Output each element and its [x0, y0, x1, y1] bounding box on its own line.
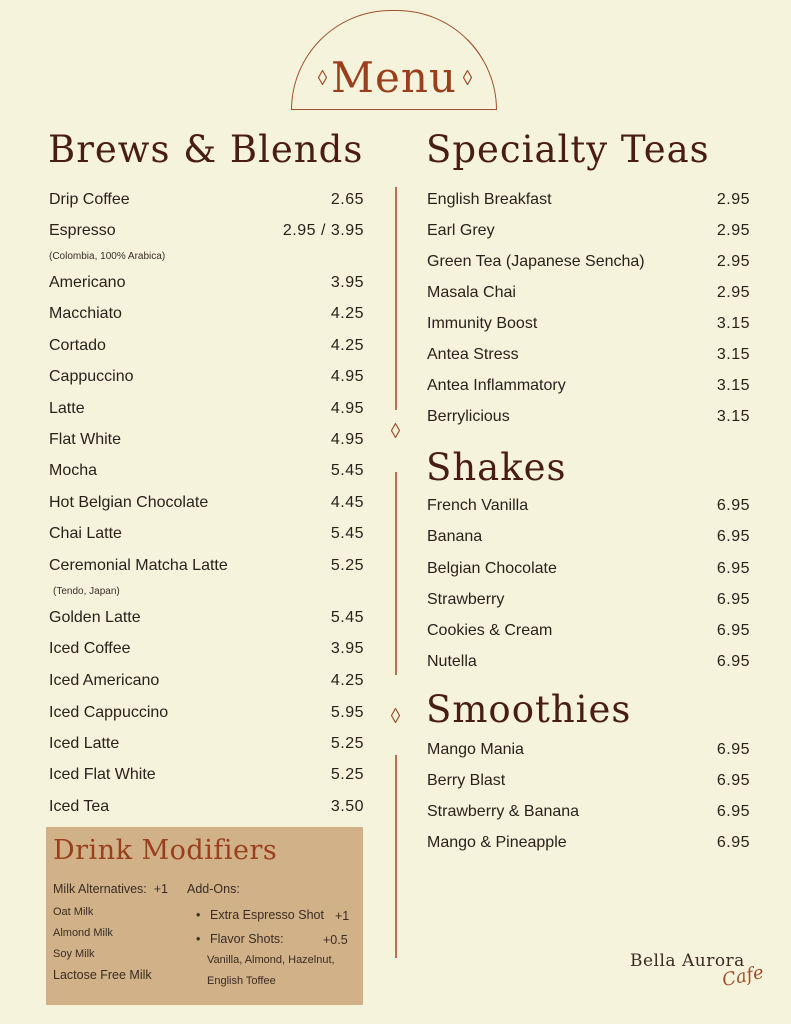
- addon-price: +0.5: [323, 933, 348, 947]
- diamond-ornament-icon: [318, 70, 327, 85]
- addon-name: Flavor Shots:: [210, 932, 284, 946]
- item-note: (Tendo, Japan): [53, 586, 120, 597]
- milk-option: Soy Milk: [53, 948, 95, 960]
- addon-name: Extra Espresso Shot: [210, 908, 324, 922]
- diamond-ornament-icon: [391, 708, 400, 723]
- section-title-smoothies: Smoothies: [426, 688, 632, 731]
- section-title-teas: Specialty Teas: [426, 128, 710, 171]
- milk-option: Almond Milk: [53, 927, 113, 939]
- cafe-logo-name: Bella Aurora: [630, 951, 745, 971]
- divider-line: [395, 472, 397, 675]
- bullet-icon: •: [196, 932, 201, 946]
- divider-line: [395, 187, 397, 410]
- section-title-shakes: Shakes: [426, 446, 567, 489]
- flavor-list: English Toffee: [207, 975, 276, 987]
- milk-option: Oat Milk: [53, 906, 94, 918]
- diamond-ornament-icon: [391, 423, 400, 438]
- modifiers-title: Drink Modifiers: [53, 835, 278, 866]
- flavor-list: Vanilla, Almond, Hazelnut,: [207, 954, 335, 966]
- divider-line: [395, 755, 397, 958]
- addons-label: Add-Ons:: [187, 882, 240, 896]
- item-note: (Colombia, 100% Arabica): [49, 251, 166, 262]
- section-title-brews: Brews & Blends: [48, 128, 364, 171]
- page-title: Menu: [331, 53, 457, 102]
- diamond-ornament-icon: [463, 70, 472, 85]
- cafe-logo-script: Cafe: [720, 961, 766, 992]
- milk-alternatives-label: Milk Alternatives: +1: [53, 882, 168, 896]
- addon-price: +1: [335, 909, 350, 923]
- milk-option: Lactose Free Milk: [53, 968, 152, 982]
- bullet-icon: •: [196, 908, 201, 922]
